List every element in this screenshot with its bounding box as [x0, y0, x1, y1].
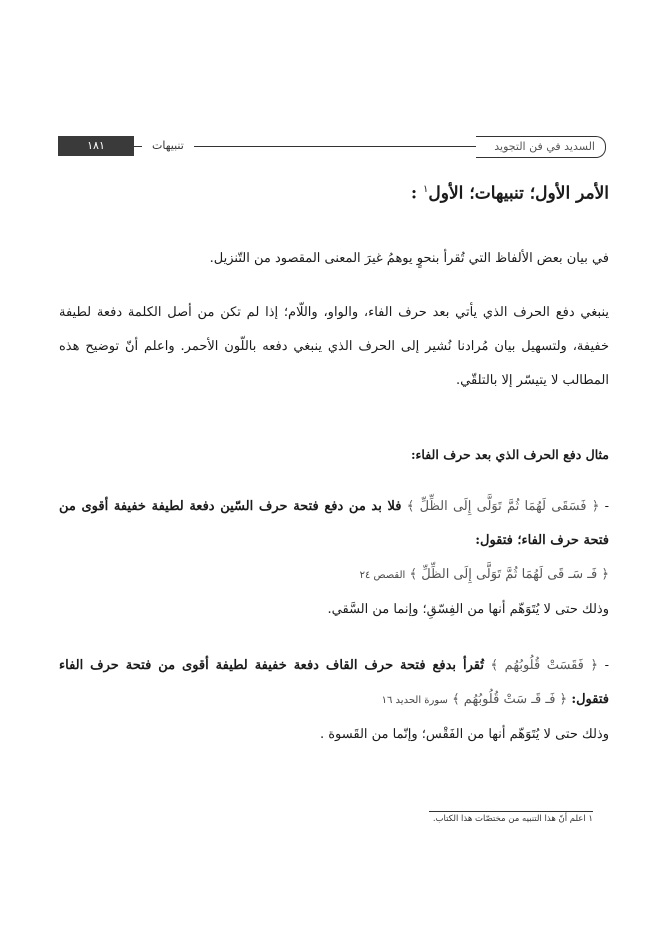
example-1-dash: -: [604, 498, 609, 514]
page-number: ١٨١: [58, 136, 134, 156]
page-body: [59, 176, 609, 752]
example-1-verse: ﴿ فَسَقَى لَهُمَا ثُمَّ تَوَلَّى إِلَى الظِّلِّ ﴾: [406, 498, 600, 514]
heading-colon: :: [410, 183, 418, 204]
example-1: [59, 490, 609, 558]
section-title: تنبيهات: [142, 136, 194, 156]
example-2: [59, 649, 609, 718]
footnote-rule: [429, 811, 593, 812]
example-2-dash: -: [604, 657, 609, 673]
example-1-split-line: [59, 558, 609, 593]
section-heading: [59, 176, 609, 208]
example-1-note: وذلك حتى لا يُتَوَهّم أنها من الفِسّقِ؛ وإنما من السَّقي.: [327, 601, 609, 617]
example-2-note: وذلك حتى لا يُتَوَهّم أنها من الفَقْس؛ وإنّما من القَسوة .: [319, 726, 609, 742]
intro-paragraph: في بيان بعض الألفاظ التي تُقرأ بنحوٍ يوهمُ غيرَ المعنى المقصود من التّنزيل.: [209, 250, 609, 266]
footnote-marker: ١: [423, 184, 429, 195]
heading-text: الأمر الأول؛ تنبيهات؛ الأول: [428, 183, 609, 204]
book-title: السديد في فن التجويد: [476, 136, 606, 158]
running-header: [58, 136, 606, 158]
example-1-reference: القصص ٢٤: [359, 569, 406, 581]
example-heading: مثال دفع الحرف الذي بعد حرف الفاء:: [410, 446, 609, 462]
rule-paragraph: ينبغي دفع الحرف الذي يأتي بعد حرف الفاء، والواو، واللّام؛ إذا لم تكن من أصل الكلمة دفعة لطيفة خفيفة، ولتسهيل بيان مُرادنا نُشير إلى الحرف الذي ينبغي دفعه باللّون الأحمر. واعلم أنّ توضيح هذه المطالب لا يتيسّر إلا بالتلقّي.: [59, 304, 609, 388]
footnote: ١ اعلم أنّ هذا التنبيه من مختصّات هذا الكتاب.: [432, 814, 593, 824]
example-1-text: فلا بد من دفع فتحة حرف السّين دفعة لطيفة خفيفة أقوى من فتحة حرف الفاء؛ فتقول:: [59, 498, 609, 548]
example-2-text: تُقرأ بدفع فتحة حرف القاف دفعة خفيفة لطيفة أقوى من فتحة حرف الفاء فتقول:: [59, 657, 609, 707]
example-1-verse-split: ﴿ فَـ سَـ قَى لَهُمَا ثُمَّ تَوَلَّى إِلَى الظِّلِّ ﴾: [409, 566, 609, 582]
example-2-reference: سورة الحديد ١٦: [381, 694, 448, 706]
example-2-verse: ﴿ فَقَسَتْ قُلُوبُهُم ﴾: [490, 657, 599, 673]
example-2-verse-split: ﴿ فَـ قَـ سَتْ قُلُوبُهُم ﴾: [452, 691, 568, 707]
